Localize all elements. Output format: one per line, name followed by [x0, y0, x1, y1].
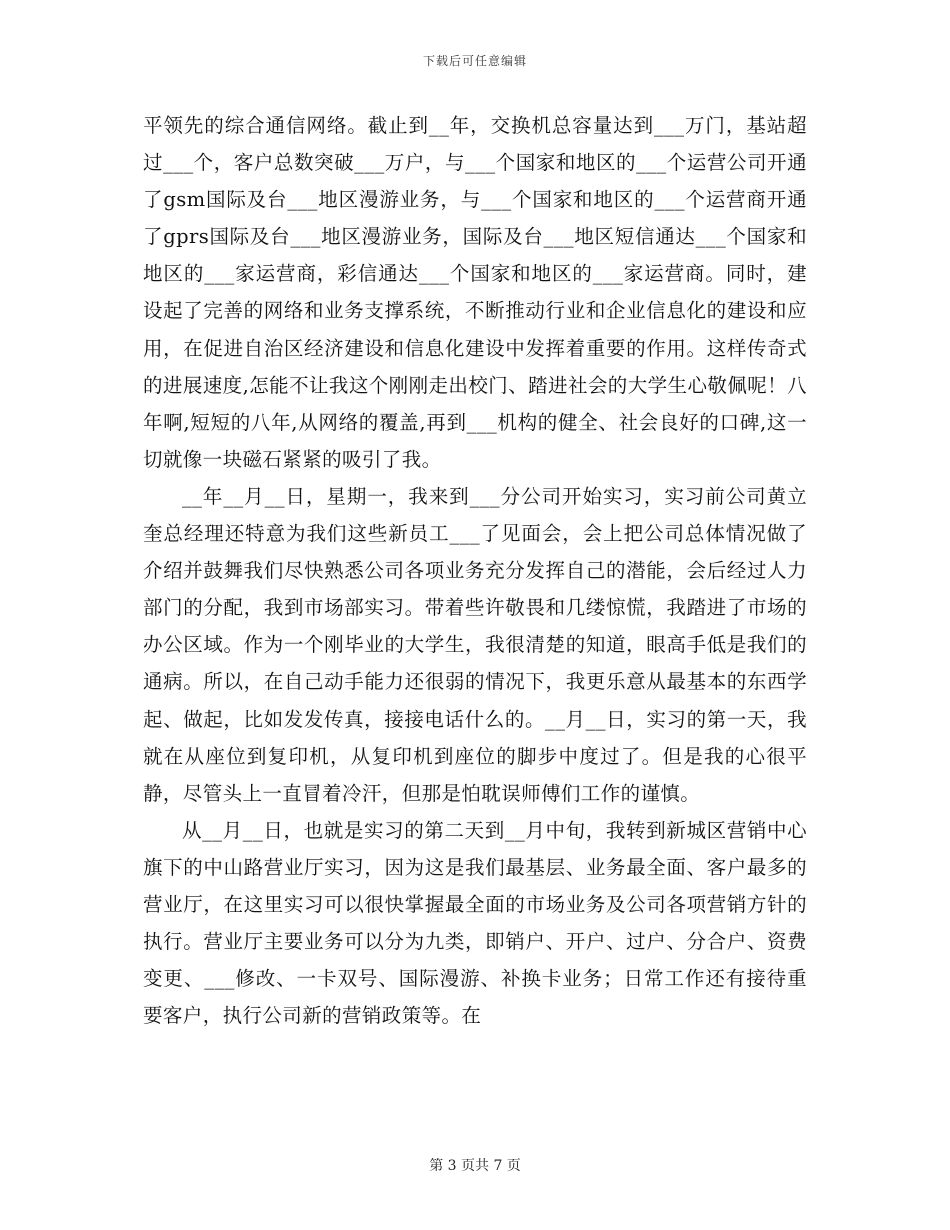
paragraph-internship-start: __年__月__日，星期一，我来到___分公司开始实习，实习前公司黄立奎总经理还特意为我们这些新员工___了见面会，会上把公司总体情况做了介绍并鼓舞我们尽快熟悉公司各项业务充分发挥自己的潜能，会后经过人力部门的分配，我到市场部实习。带着些许敬畏和几缕惊慌，我踏进了市场的办公区域。作为一个刚毕业的大学生，我很清楚的知道，眼高手低是我们的通病。所以，在自己动手能力还很弱的情况下，我更乐意从最基本的东西学起、做起，比如发发传真，接接电话什么的。__月__日，实习的第一天，我就在从座位到复印机，从复印机到座位的脚步中度过了。但是我的心很平静，尽管头上一直冒着冷汗，但那是怕耽误师傅们工作的谨慎。: [143, 484, 807, 805]
paragraph-continued: 平领先的综合通信网络。截止到__年，交换机总容量达到___万门，基站超过___个，客户总数突破___万户，与___个国家和地区的___个运营公司开通了gsm国际及台___地区漫游业务，与___个国家和地区的___个运营商开通了gprs国际及台___地区漫游业务，国际及台___地区短信通达___个国家和地区的___家运营商，彩信通达___个国家和地区的___家运营商。同时，建设起了完善的网络和业务支撑系统，不断推动行业和企业信息化的建设和应用，在促进自治区经济建设和信息化建设中发挥着重要的作用。这样传奇式的进展速度,怎能不让我这个刚刚走出校门、踏进社会的大学生心敬佩呢！八年啊,短短的八年,从网络的覆盖,再到___机构的健全、社会良好的口碑,这一切就像一块磁石紧紧的吸引了我。: [143, 114, 807, 471]
page-header: 下载后可任意编辑: [422, 54, 527, 68]
paragraph-business-hall: 从__月__日，也就是实习的第二天到__月中旬，我转到新城区营销中心旗下的中山路营业厅实习，因为这是我们最基层、业务最全面、客户最多的营业厅，在这里实习可以很快掌握最全面的市场业务及公司各项营销方针的执行。营业厅主要业务可以分为九类，即销户、开户、过户、分合户、资费变更、___修改、一卡双号、国际漫游、补换卡业务；日常工作还有接待重要客户，执行公司新的营销政策等。在: [143, 818, 807, 1028]
page-footer: 第 3 页共 7 页: [429, 1158, 521, 1174]
document-body: [143, 107, 807, 1034]
